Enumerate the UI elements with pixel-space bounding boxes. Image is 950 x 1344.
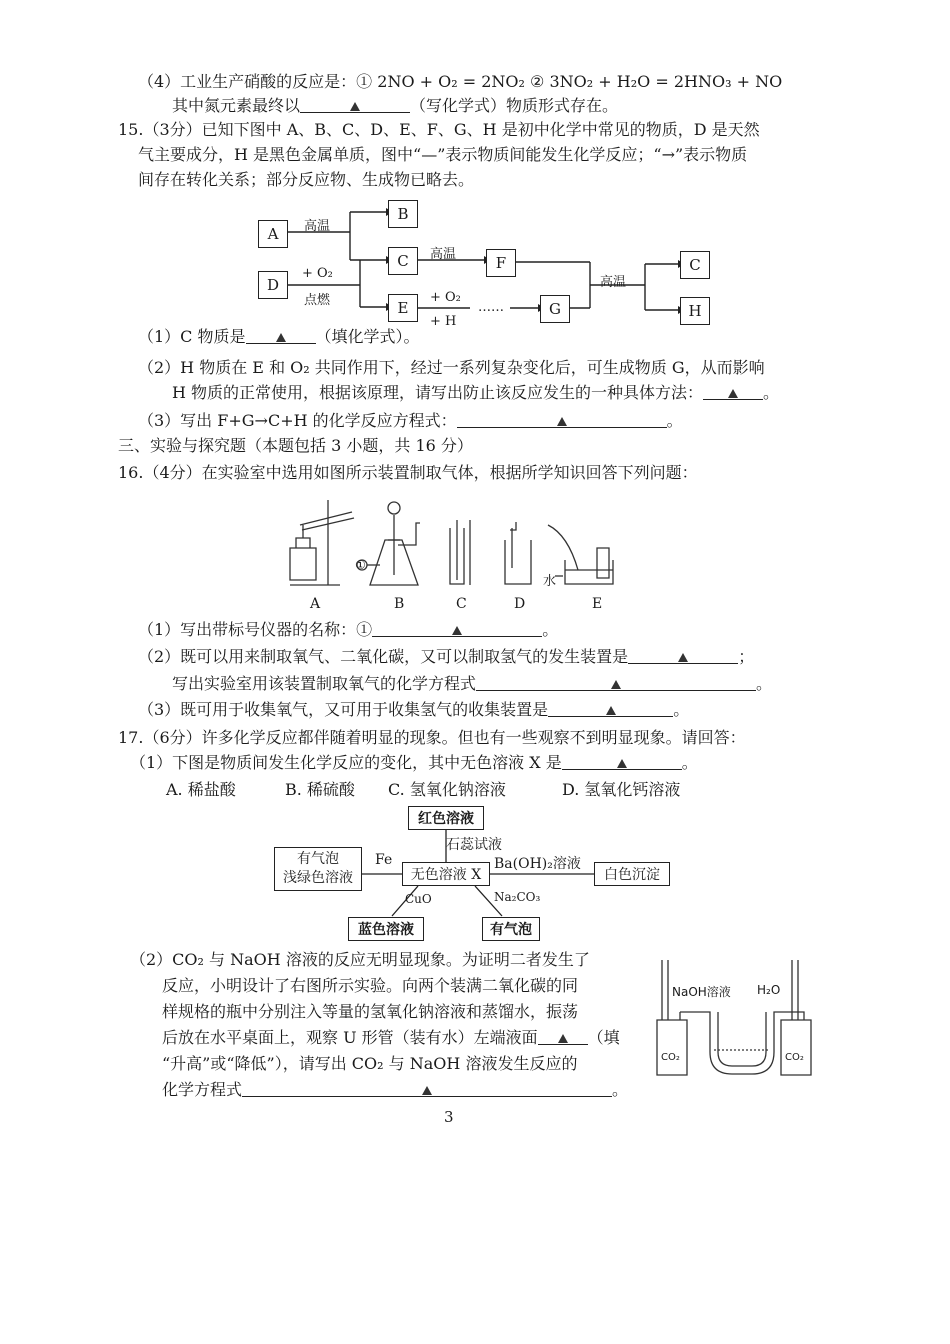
label-na2co3: Na₂CO₃ <box>494 890 541 904</box>
q17-option-b: B. 稀硫酸 <box>285 780 355 799</box>
node-g: G <box>540 295 570 323</box>
label-gaowen-1: 高温 <box>304 219 331 234</box>
fill-paren: （填 <box>587 1028 620 1047</box>
q15-sub1b: （填化学式）。 <box>315 327 420 346</box>
label-co2-left: CO₂ <box>661 1052 680 1063</box>
q17-p2-line3: 样规格的瓶中分别注入等量的氢氧化钠溶液和蒸馏水，振荡 <box>162 1002 579 1021</box>
q16-sub1-text: （1）写出带标号仪器的名称：① <box>138 620 373 639</box>
q17-p2-line2: 反应，小明设计了右图所示实验。向两个装满二氧化碳的同 <box>162 976 579 995</box>
label-circle-1: ① <box>355 558 366 572</box>
box-red-solution: 红色溶液 <box>408 806 484 830</box>
node-f: F <box>486 249 516 277</box>
q14-line2b: （写化学式）物质形式存在。 <box>410 96 619 115</box>
label-e: E <box>592 596 603 612</box>
node-a: A <box>258 220 288 248</box>
period: 。 <box>612 1080 629 1099</box>
label-h: + H <box>430 314 457 329</box>
semicolon: ； <box>738 647 755 666</box>
label-water: 水 <box>543 574 557 589</box>
q17-option-d: D. 氢氧化钙溶液 <box>562 780 681 799</box>
q15-sub1a: （1）C 物质是 <box>138 327 246 346</box>
q15-sub2a: （2）H 物质在 E 和 O₂ 共同作用下，经过一系列复杂变化后，可生成物质 G，从而影响 <box>138 358 765 377</box>
label-c: C <box>456 596 467 612</box>
q17-line1: 17.（6分）许多化学反应都伴随着明显的现象。但也有一些观察不到明显现象。请回答： <box>118 728 746 747</box>
label-baoh2: Ba(OH)₂溶液 <box>494 856 581 872</box>
section-3-heading: 三、实验与探究题（本题包括 3 小题，共 16 分） <box>118 436 473 455</box>
q17-p2-line4-text: 后放在水平桌面上，观察 U 形管（装有水）左端液面 <box>162 1028 538 1047</box>
label-fe: Fe <box>375 852 393 868</box>
label-o2-a: + O₂ <box>302 266 333 281</box>
node-c1: C <box>388 247 418 275</box>
period: 。 <box>542 620 559 639</box>
label-gaowen-3: 高温 <box>600 275 627 290</box>
q17-option-a: A. 稀盐酸 <box>166 780 236 799</box>
label-dianran: 点燃 <box>304 293 331 308</box>
q16-sub2b-text: 写出实验室用该装置制取氧气的化学方程式 <box>172 674 477 693</box>
q17-p2-line1: （2）CO₂ 与 NaOH 溶液的反应无明显现象。为证明二者发生了 <box>130 950 590 969</box>
period: 。 <box>681 753 698 772</box>
node-e: E <box>388 294 418 322</box>
period: 。 <box>756 674 773 693</box>
node-d: D <box>258 271 288 299</box>
label-a: A <box>310 596 321 612</box>
box-white-precipitate: 白色沉淀 <box>594 862 670 886</box>
label-gaowen-2: 高温 <box>430 247 457 262</box>
label-dots: …… <box>478 300 504 315</box>
label-d: D <box>514 596 526 612</box>
box-bubbles: 有气泡 <box>482 917 540 941</box>
q17-sub1-text: （1）下图是物质间发生化学反应的变化，其中无色溶液 X 是 <box>130 753 562 772</box>
label-gas-bubbles: 有气泡 <box>297 851 339 867</box>
box-blue-solution: 蓝色溶液 <box>348 917 424 941</box>
box-colorless-x: 无色溶液 X <box>402 862 490 886</box>
q17-p2-line5: “升高”或“降低”），请写出 CO₂ 与 NaOH 溶液发生反应的 <box>162 1054 578 1073</box>
node-h: H <box>680 297 710 325</box>
label-light-green: 浅绿色溶液 <box>283 870 353 886</box>
q16-sub2-text: （2）既可以用来制取氧气、二氧化碳，又可以制取氢气的发生装置是 <box>138 647 629 666</box>
label-cuo: CuO <box>405 892 432 906</box>
q14-line2a: 其中氮元素最终以 <box>172 96 301 115</box>
period: 。 <box>763 383 780 402</box>
q15-line1: 15.（3分）已知下图中 A、B、C、D、E、F、G、H 是初中化学中常见的物质，D 是天然 <box>118 120 760 139</box>
node-b: B <box>388 200 418 228</box>
q17-option-c: C. 氢氧化钠溶液 <box>388 780 506 799</box>
period: 。 <box>673 700 690 719</box>
label-h2o: H₂O <box>757 983 781 997</box>
label-litmus: 石蕊试液 <box>446 837 502 853</box>
q15-line3: 间存在转化关系；部分反应物、生成物已略去。 <box>138 170 475 189</box>
label-o2-b: + O₂ <box>430 290 461 305</box>
node-c2: C <box>680 251 710 279</box>
q15-line2: 气主要成分，H 是黑色金属单质，图中“—”表示物质间能发生化学反应；“→”表示物质 <box>138 145 748 164</box>
page-number: 3 <box>444 1108 454 1126</box>
q14-line1: （4）工业生产硝酸的反应是：① 2NO + O₂ = 2NO₂ ② 3NO₂ + H₂O = 2HNO₃ + NO <box>138 72 783 91</box>
q17-p2-line6-text: 化学方程式 <box>162 1080 243 1099</box>
label-naoh-solution: NaOH溶液 <box>672 985 731 999</box>
q16-sub3-text: （3）既可用于收集氧气，又可用于收集氢气的收集装置是 <box>138 700 549 719</box>
q16-line1: 16.（4分）在实验室中选用如图所示装置制取气体，根据所学知识回答下列问题： <box>118 463 698 482</box>
q15-sub2b-text: H 物质的正常使用，根据该原理，请写出防止该反应发生的一种具体方法： <box>172 383 704 402</box>
label-b: B <box>394 596 405 612</box>
label-co2-right: CO₂ <box>785 1052 804 1063</box>
q15-sub3-text: （3）写出 F+G→C+H 的化学反应方程式： <box>138 411 457 430</box>
period: 。 <box>666 411 683 430</box>
